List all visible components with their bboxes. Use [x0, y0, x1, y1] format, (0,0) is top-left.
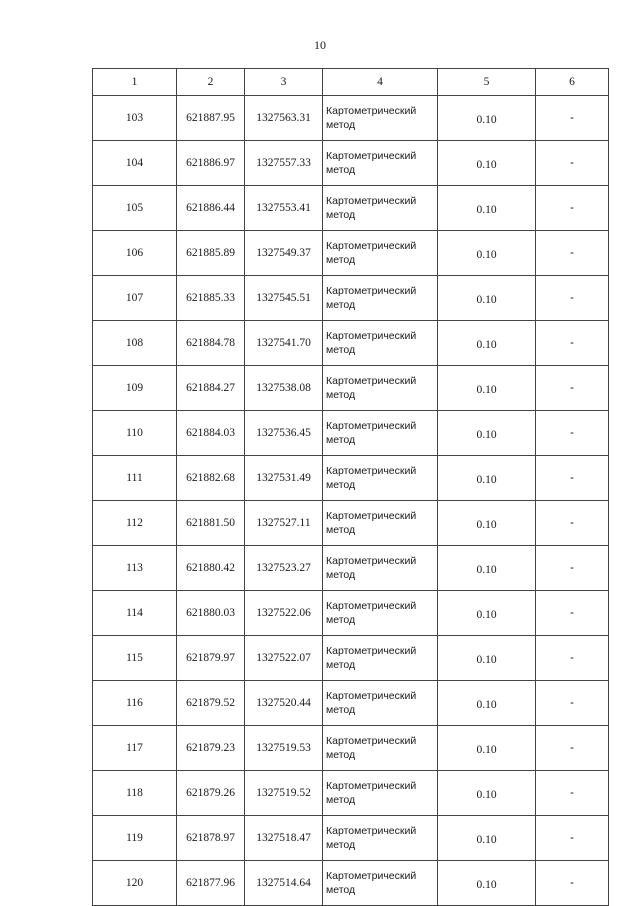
cell-point-number: 107 [93, 276, 177, 321]
header-cell-accuracy: 5 [438, 69, 536, 96]
cell-description: - [536, 456, 609, 501]
cell-description: - [536, 861, 609, 906]
cell-x: 621879.23 [177, 726, 245, 771]
table-row [93, 456, 609, 501]
cell-x: 621886.97 [177, 141, 245, 186]
cell-x: 621886.44 [177, 186, 245, 231]
cell-description: - [536, 141, 609, 186]
cell-y: 1327522.06 [245, 591, 323, 636]
cell-y: 1327518.47 [245, 816, 323, 861]
cell-description: - [536, 186, 609, 231]
table-row [93, 96, 609, 141]
cell-accuracy: 0.10 [438, 816, 536, 861]
cell-method: Картометрический метод [323, 636, 438, 681]
cell-method: Картометрический метод [323, 726, 438, 771]
cell-x: 621884.03 [177, 411, 245, 456]
cell-method: Картометрический метод [323, 321, 438, 366]
cell-description: - [536, 726, 609, 771]
cell-method: Картометрический метод [323, 816, 438, 861]
cell-method: Картометрический метод [323, 681, 438, 726]
cell-accuracy: 0.10 [438, 861, 536, 906]
cell-description: - [536, 681, 609, 726]
table-body [93, 96, 609, 906]
cell-accuracy: 0.10 [438, 366, 536, 411]
cell-y: 1327527.11 [245, 501, 323, 546]
cell-y: 1327557.33 [245, 141, 323, 186]
cell-y: 1327563.31 [245, 96, 323, 141]
cell-y: 1327541.70 [245, 321, 323, 366]
cell-description: - [536, 321, 609, 366]
header-cell-x: 2 [177, 69, 245, 96]
cell-y: 1327536.45 [245, 411, 323, 456]
cell-method: Картометрический метод [323, 591, 438, 636]
table-row [93, 546, 609, 591]
cell-y: 1327519.52 [245, 771, 323, 816]
cell-x: 621879.26 [177, 771, 245, 816]
cell-point-number: 116 [93, 681, 177, 726]
cell-point-number: 114 [93, 591, 177, 636]
cell-description: - [536, 366, 609, 411]
cell-x: 621879.52 [177, 681, 245, 726]
cell-accuracy: 0.10 [438, 771, 536, 816]
cell-x: 621885.89 [177, 231, 245, 276]
cell-method: Картометрический метод [323, 771, 438, 816]
cell-method: Картометрический метод [323, 546, 438, 591]
cell-method: Картометрический метод [323, 186, 438, 231]
table-row [93, 366, 609, 411]
cell-description: - [536, 276, 609, 321]
cell-accuracy: 0.10 [438, 681, 536, 726]
cell-method: Картометрический метод [323, 456, 438, 501]
cell-x: 621880.03 [177, 591, 245, 636]
cell-accuracy: 0.10 [438, 141, 536, 186]
table-header-row [93, 69, 609, 96]
cell-accuracy: 0.10 [438, 411, 536, 456]
cell-y: 1327531.49 [245, 456, 323, 501]
cell-accuracy: 0.10 [438, 591, 536, 636]
cell-method: Картометрический метод [323, 141, 438, 186]
cell-y: 1327522.07 [245, 636, 323, 681]
table-row [93, 636, 609, 681]
page-number: 10 [314, 38, 326, 52]
table-row [93, 816, 609, 861]
cell-x: 621881.50 [177, 501, 245, 546]
cell-y: 1327519.53 [245, 726, 323, 771]
cell-x: 621880.42 [177, 546, 245, 591]
cell-method: Картометрический метод [323, 276, 438, 321]
header-cell-point-number: 1 [93, 69, 177, 96]
cell-point-number: 104 [93, 141, 177, 186]
coordinates-table [92, 68, 609, 906]
table-row [93, 321, 609, 366]
cell-method: Картометрический метод [323, 411, 438, 456]
cell-accuracy: 0.10 [438, 636, 536, 681]
cell-point-number: 106 [93, 231, 177, 276]
cell-point-number: 119 [93, 816, 177, 861]
cell-y: 1327523.27 [245, 546, 323, 591]
header-cell-y: 3 [245, 69, 323, 96]
cell-x: 621884.78 [177, 321, 245, 366]
cell-x: 621884.27 [177, 366, 245, 411]
cell-accuracy: 0.10 [438, 726, 536, 771]
cell-x: 621877.96 [177, 861, 245, 906]
cell-point-number: 105 [93, 186, 177, 231]
table-row [93, 231, 609, 276]
cell-description: - [536, 501, 609, 546]
cell-point-number: 117 [93, 726, 177, 771]
cell-description: - [536, 771, 609, 816]
cell-y: 1327538.08 [245, 366, 323, 411]
cell-point-number: 115 [93, 636, 177, 681]
cell-x: 621882.68 [177, 456, 245, 501]
cell-point-number: 111 [93, 456, 177, 501]
cell-x: 621878.97 [177, 816, 245, 861]
cell-accuracy: 0.10 [438, 321, 536, 366]
table-row [93, 591, 609, 636]
cell-point-number: 108 [93, 321, 177, 366]
header-cell-description: 6 [536, 69, 609, 96]
cell-point-number: 109 [93, 366, 177, 411]
cell-x: 621885.33 [177, 276, 245, 321]
table-row [93, 501, 609, 546]
cell-description: - [536, 231, 609, 276]
cell-method: Картометрический метод [323, 501, 438, 546]
cell-method: Картометрический метод [323, 861, 438, 906]
cell-accuracy: 0.10 [438, 276, 536, 321]
cell-description: - [536, 96, 609, 141]
cell-description: - [536, 591, 609, 636]
cell-description: - [536, 636, 609, 681]
cell-accuracy: 0.10 [438, 231, 536, 276]
cell-point-number: 118 [93, 771, 177, 816]
header-cell-method: 4 [323, 69, 438, 96]
cell-accuracy: 0.10 [438, 96, 536, 141]
cell-x: 621887.95 [177, 96, 245, 141]
cell-point-number: 103 [93, 96, 177, 141]
table-row [93, 411, 609, 456]
cell-accuracy: 0.10 [438, 456, 536, 501]
cell-point-number: 110 [93, 411, 177, 456]
table-row [93, 771, 609, 816]
table-row [93, 186, 609, 231]
table-row [93, 681, 609, 726]
table-row [93, 726, 609, 771]
cell-point-number: 112 [93, 501, 177, 546]
cell-y: 1327520.44 [245, 681, 323, 726]
cell-accuracy: 0.10 [438, 501, 536, 546]
cell-description: - [536, 546, 609, 591]
cell-method: Картометрический метод [323, 96, 438, 141]
cell-accuracy: 0.10 [438, 186, 536, 231]
cell-point-number: 113 [93, 546, 177, 591]
cell-method: Картометрический метод [323, 366, 438, 411]
cell-description: - [536, 816, 609, 861]
cell-y: 1327553.41 [245, 186, 323, 231]
cell-y: 1327545.51 [245, 276, 323, 321]
cell-y: 1327549.37 [245, 231, 323, 276]
cell-method: Картометрический метод [323, 231, 438, 276]
table-row [93, 141, 609, 186]
cell-point-number: 120 [93, 861, 177, 906]
cell-accuracy: 0.10 [438, 546, 536, 591]
cell-x: 621879.97 [177, 636, 245, 681]
cell-description: - [536, 411, 609, 456]
cell-y: 1327514.64 [245, 861, 323, 906]
table-row [93, 276, 609, 321]
table-row [93, 861, 609, 906]
